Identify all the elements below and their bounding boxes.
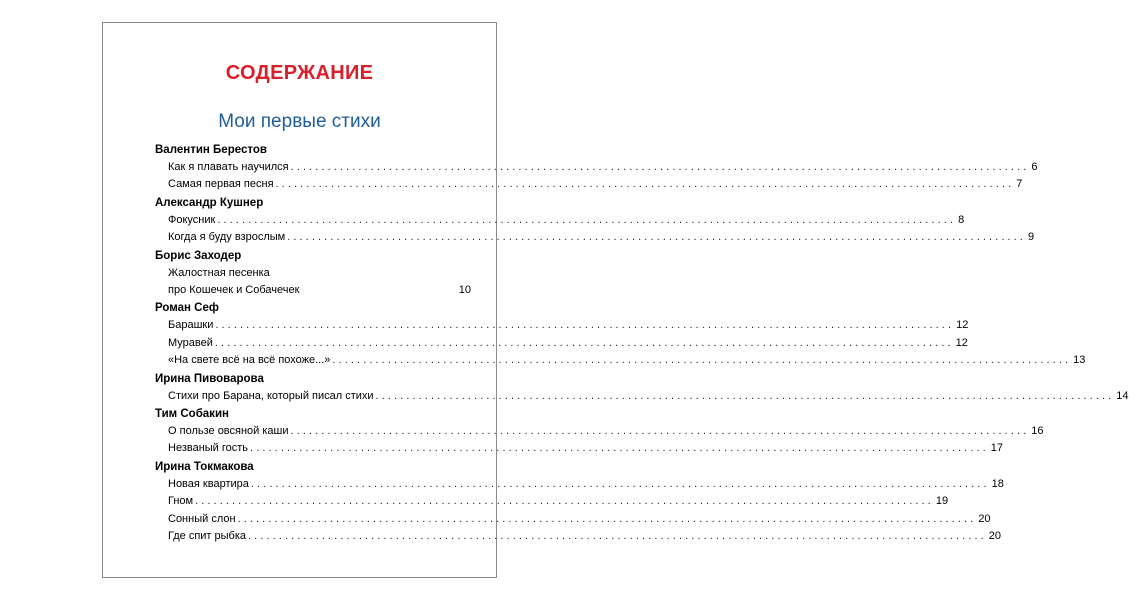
toc-entry[interactable]	[155, 511, 991, 528]
toc-author: Борис Заходер	[155, 249, 242, 262]
toc-author: Роман Сеф	[155, 302, 219, 315]
toc-page-number: 19	[935, 495, 949, 508]
dot-leader: ........................................................................................................................	[275, 178, 1015, 191]
toc-author: Тим Собакин	[155, 408, 229, 421]
toc-entry-title: Незваный гость	[168, 442, 249, 455]
toc-entry-title: Новая квартира	[168, 477, 249, 490]
dot-leader: ........................................................................................................................	[250, 477, 990, 490]
toc-page-number: 20	[978, 512, 991, 525]
toc-entry[interactable]	[155, 528, 1002, 545]
toc-entry[interactable]	[155, 317, 969, 334]
dot-leader: ........................................................................................................................	[215, 319, 955, 332]
toc-entry[interactable]	[155, 229, 1035, 246]
table-of-contents	[155, 141, 1129, 546]
toc-author: Ирина Токмакова	[155, 460, 254, 473]
toc-page-number: 12	[955, 336, 968, 349]
dot-leader: ........................................................................................................................	[332, 354, 1072, 367]
toc-entry-title: «На свете всё на всё похоже...»	[168, 354, 331, 367]
dot-leader: ........................................................................................................................	[214, 336, 954, 349]
toc-entry[interactable]	[155, 212, 965, 229]
contents-title: СОДЕРЖАНИЕ	[225, 62, 374, 84]
section-title: Мои первые стихи	[218, 111, 381, 132]
toc-entry[interactable]	[155, 176, 1023, 193]
toc-page-number: 7	[1016, 178, 1023, 191]
toc-entry[interactable]	[155, 423, 1044, 440]
toc-entry[interactable]	[155, 159, 1038, 176]
toc-entry-title: Барашки	[168, 319, 214, 332]
dot-leader: ........................................................................................................................	[237, 512, 977, 525]
toc-author: Ирина Пивоварова	[155, 372, 264, 385]
toc-page-number: 16	[1031, 425, 1044, 438]
toc-entry-title: Самая первая песня	[168, 178, 274, 191]
toc-entry[interactable]	[155, 352, 1086, 369]
toc-entry-title: Сонный слон	[168, 512, 236, 525]
toc-entry-title: Где спит рыбка	[168, 530, 247, 543]
dot-leader: ........................................................................................................................	[195, 495, 934, 508]
toc-entry-title: Муравей	[168, 336, 213, 349]
toc-entry[interactable]	[155, 265, 471, 300]
toc-entry-title: Стихи про Барана, который писал стихи	[168, 389, 374, 402]
toc-page-number: 14	[1116, 389, 1129, 402]
toc-entry[interactable]	[155, 388, 1129, 405]
toc-page-number: 12	[956, 319, 969, 332]
toc-author: Александр Кушнер	[155, 196, 264, 209]
dot-leader: ........................................................................................................................	[375, 389, 1115, 402]
dot-leader: ........................................................................................................................	[248, 530, 987, 543]
toc-page-number: 20	[988, 530, 1002, 543]
toc-entry-title: Когда я буду взрослым	[168, 231, 286, 244]
toc-page-number: 18	[991, 477, 1004, 490]
toc-entry[interactable]	[155, 476, 1004, 493]
toc-entry[interactable]	[155, 335, 968, 352]
toc-page-number: 8	[958, 213, 965, 226]
toc-page-number: 13	[1073, 354, 1086, 367]
toc-page-number: 6	[1031, 161, 1038, 173]
toc-entry-title: Гном	[168, 495, 194, 508]
dot-leader: ........................................................................................................................	[290, 425, 1030, 438]
toc-entry[interactable]	[155, 440, 1004, 457]
toc-entry-title: Как я плавать научился	[168, 161, 289, 173]
dot-leader: ........................................................................................................................	[217, 213, 957, 226]
toc-page-number: 17	[990, 442, 1004, 455]
toc-author: Валентин Берестов	[155, 144, 267, 156]
toc-entry[interactable]	[155, 493, 949, 510]
toc-page-number: 10	[458, 284, 471, 297]
dot-leader: ........................................................................................................................	[250, 442, 989, 455]
toc-page-number: 9	[1027, 231, 1035, 244]
toc-entry-title: Жалостная песенка про Кошечек и Собачечек	[168, 266, 300, 297]
dot-leader: ........................................................................................................................	[287, 231, 1026, 244]
book-page	[102, 22, 1129, 578]
dot-leader: ........................................................................................................................	[290, 161, 1030, 173]
toc-entry-title: Фокусник	[168, 213, 216, 226]
toc-entry-title: О пользе овсяной каши	[168, 425, 289, 438]
